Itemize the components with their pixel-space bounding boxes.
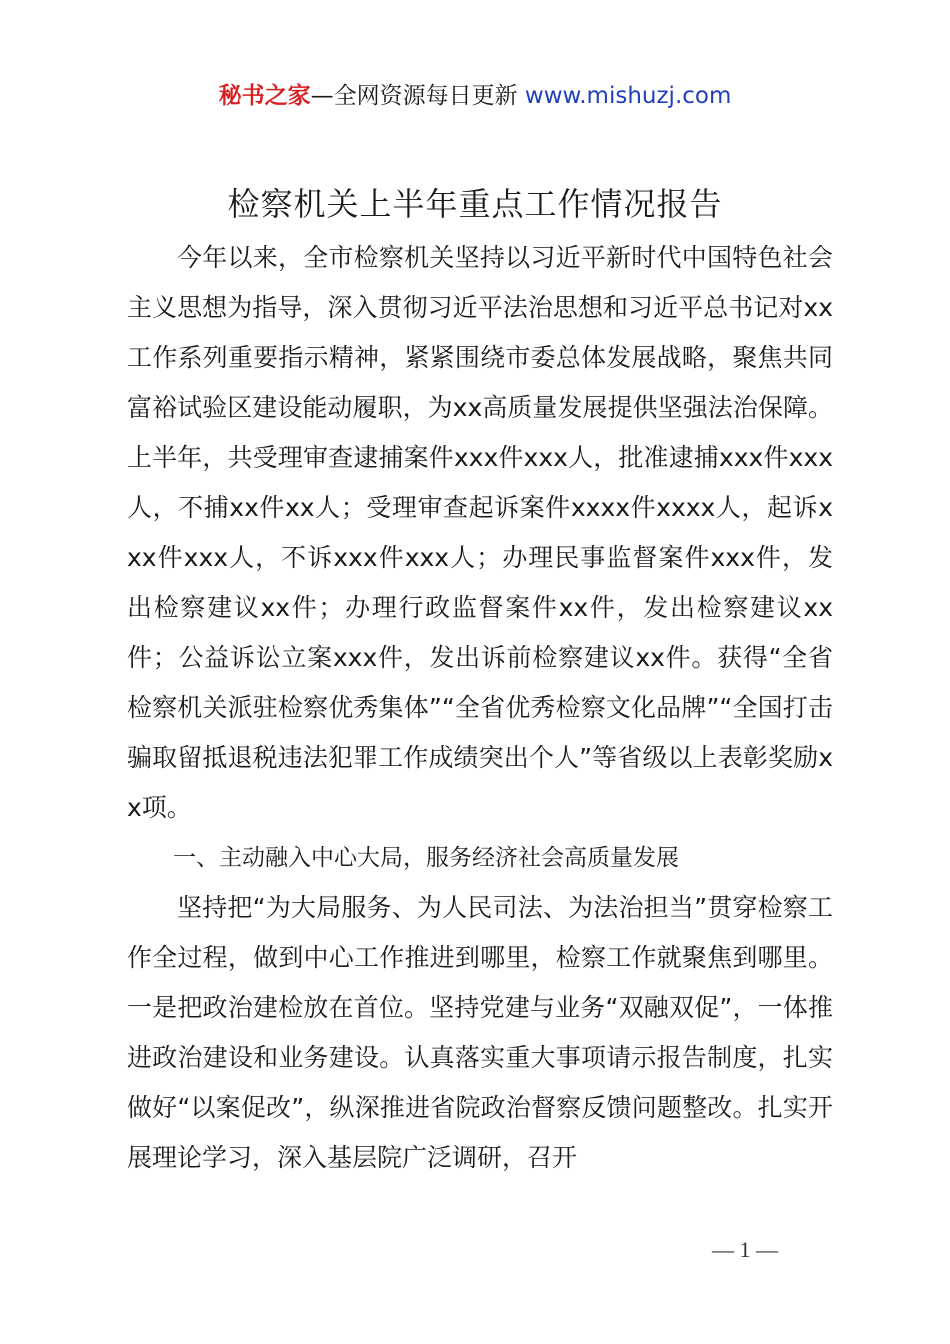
site-url[interactable]: www.mishuzj.com (524, 83, 732, 109)
header-tagline: —全网资源每日更新 (310, 83, 525, 109)
document-body (127, 233, 833, 1183)
document-title: 检察机关上半年重点工作情况报告 (227, 185, 723, 223)
brand-name: 秘书之家 (218, 83, 311, 109)
intro-paragraph: 今年以来，全市检察机关坚持以习近平新时代中国特色社会主义思想为指导，深入贯彻习近平法治思想和习近平总书记对xx工作系列重要指示精神，紧紧围绕市委总体发展战略，聚焦共同富裕试验区建设能动履职，为xx高质量发展提供坚强法治保障。上半年，共受理审查逮捕案件xxx件xxx人，批准逮捕xxx件xxx人，不捕xx件xx人；受理审查起诉案件xxxx件xxxx人，起诉xxx件xxx人，不诉xxx件xxx人；办理民事监督案件xxx件，发出检察建议xx件；办理行政监督案件xx件，发出检察建议xx件；公益诉讼立案xxx件，发出诉前检察建议xx件。获得“全省检察机关派驻检察优秀集体”“全省优秀检察文化品牌”“全国打击骗取留抵退税违法犯罪工作成绩突出个人”等省级以上表彰奖励xx项。 (127, 243, 833, 822)
section-paragraph: 坚持把“为大局服务、为人民司法、为法治担当”贯穿检察工作全过程，做到中心工作推进到哪里，检察工作就聚焦到哪里。一是把政治建检放在首位。坚持党建与业务“双融双促”，一体推进政治建设和业务建设。认真落实重大事项请示报告制度，扎实做好“以案促改”，纵深推进省院政治督察反馈问题整改。扎实开展理论学习，深入基层院广泛调研，召开 (127, 893, 833, 1172)
page-number: — 1 — (712, 1237, 778, 1262)
section-heading: 一、主动融入中心大局，服务经济社会高质量发展 (173, 845, 679, 871)
site-header (0, 80, 950, 112)
